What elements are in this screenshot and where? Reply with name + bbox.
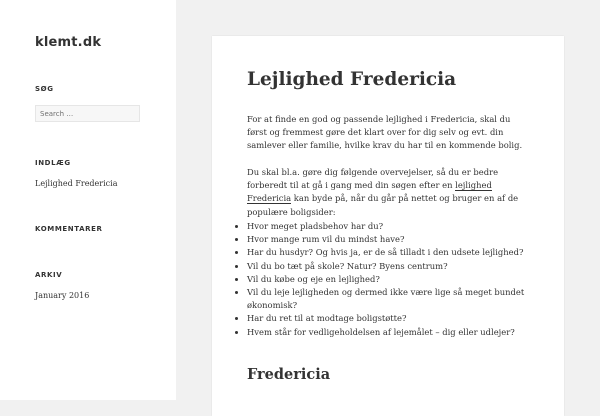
comments-widget-title: KOMMENTARER xyxy=(35,225,103,233)
article-title: Lejlighed Fredericia xyxy=(247,69,457,90)
list-item: • Hvem står for vedligeholdelsen af lejemålet – dig eller udlejer? xyxy=(247,326,537,339)
list-item: • Vil du bo tæt på skole? Natur? Byens centrum? xyxy=(247,260,537,273)
search-widget-title: SØG xyxy=(35,85,54,93)
post-link-lejlighed-fredericia[interactable]: Lejlighed Fredericia xyxy=(35,179,118,188)
site-title-link[interactable]: klemt.dk xyxy=(35,35,102,50)
sidebar xyxy=(0,0,176,400)
article-paragraph-1: For at finde en god og passende lejlighed i Fredericia, skal du først og fremmest gøre det klart over for dig selv og evt. din samlever eller familie, hvilke krav du har til en kommende bolig. xyxy=(247,114,523,151)
list-item: • Har du husdyr? Og hvis ja, er de så tilladt i den udsete lejlighed? xyxy=(247,246,537,259)
article-paragraph-2 xyxy=(247,166,532,219)
posts-widget-title: INDLÆG xyxy=(35,159,71,167)
list-item: • Hvor mange rum vil du mindst have? xyxy=(247,233,537,246)
section-heading-fredericia: Fredericia xyxy=(247,366,331,383)
consideration-list xyxy=(237,220,537,339)
list-item: • Har du ret til at modtage boligstøtte? xyxy=(247,312,537,325)
search-input[interactable] xyxy=(35,105,140,122)
paragraph-2-text-before: Du skal bl.a. gøre dig følgende overvejelser, så du er bedre forberedt til at gå i gang med din søgen efter en xyxy=(247,167,499,191)
archive-widget-title: ARKIV xyxy=(35,271,63,279)
paragraph-2-text-after: kan byde på, når du går på nettet og bruger en af de populære boligsider: xyxy=(247,193,519,217)
list-item: • Vil du købe og eje en lejlighed? xyxy=(247,273,537,286)
lejlighed-fredericia-link[interactable]: lejlighed Fredericia xyxy=(247,180,492,204)
list-item: • Hvor meget pladsbehov har du? xyxy=(247,220,537,233)
article-card xyxy=(212,36,564,416)
list-item: • Vil du leje lejligheden og dermed ikke være lige så meget bundet økonomisk? xyxy=(247,286,537,312)
archive-link-january-2016[interactable]: January 2016 xyxy=(35,291,90,300)
